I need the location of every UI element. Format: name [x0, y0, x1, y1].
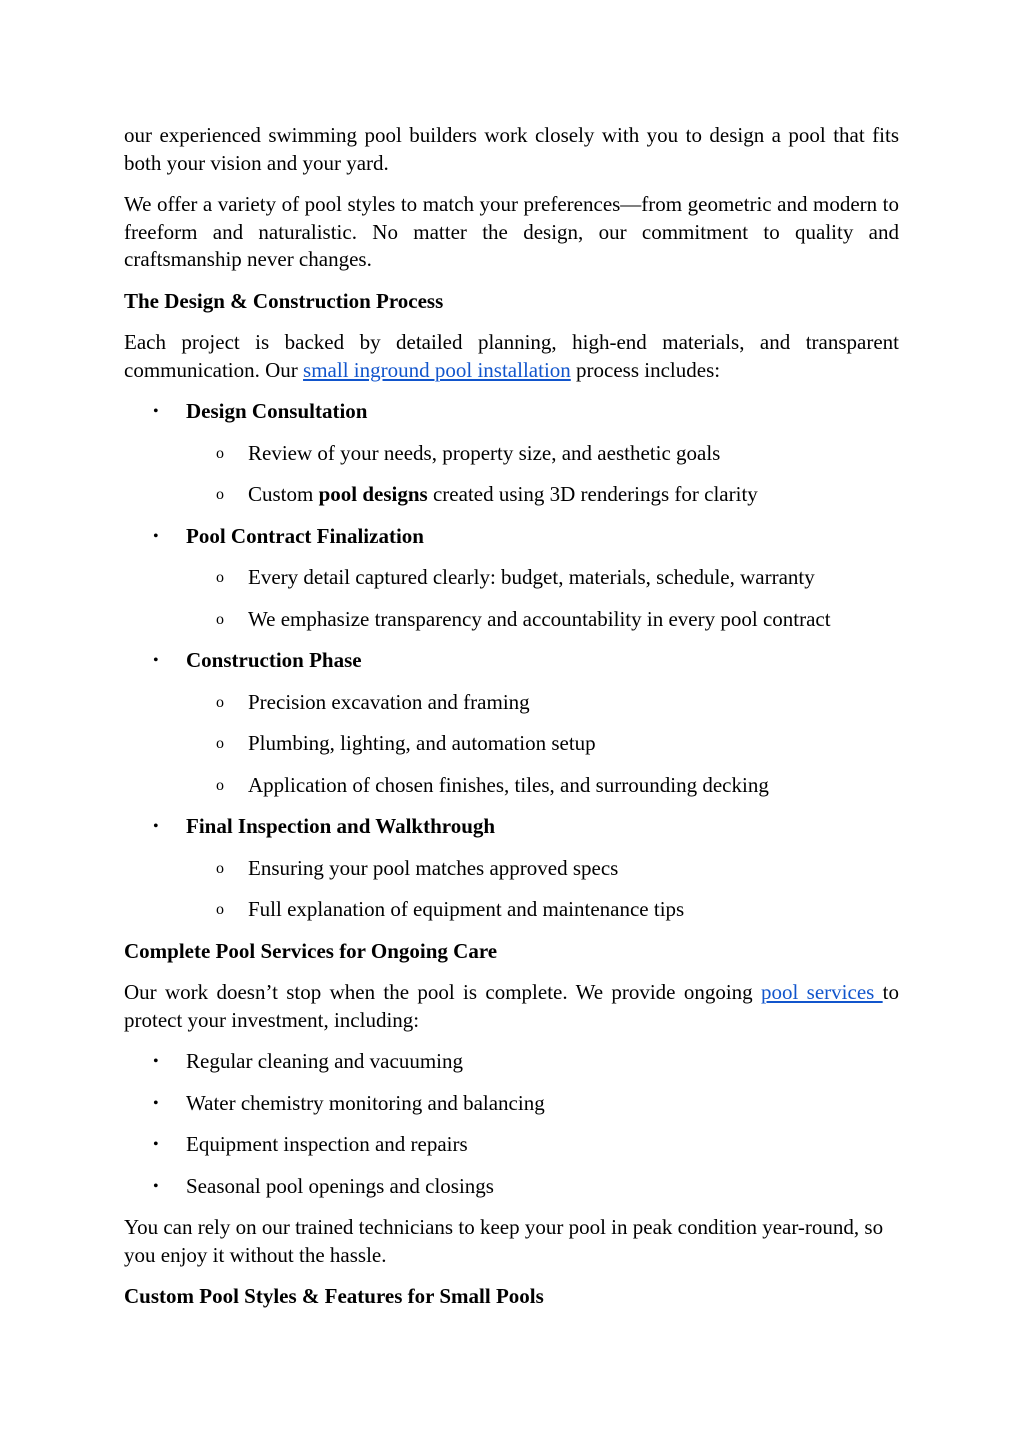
- services-heading: Complete Pool Services for Ongoing Care: [124, 938, 498, 963]
- list-item: [186, 772, 899, 800]
- list-item: [186, 689, 899, 717]
- services-closing-paragraph: You can rely on our trained technicians to keep your pool in peak condition year-round, so you enjoy it without the hassle.: [124, 1215, 884, 1267]
- list-item: [124, 1131, 899, 1159]
- list-item: [186, 564, 899, 592]
- process-paragraph-text: Each project is backed by detailed planning, high-end materials, and transparent communication. Our: [124, 330, 899, 382]
- circle-bullet-icon: o: [216, 569, 224, 586]
- services-paragraph: [124, 979, 899, 1034]
- bullet-icon: •: [153, 1177, 159, 1195]
- list-item: [186, 481, 899, 509]
- subitem-text-tail: created using 3D renderings for clarity: [427, 482, 758, 506]
- process-paragraph-tail: process includes:: [570, 357, 721, 382]
- intro-paragraph-1: our experienced swimming pool builders work closely with you to design a pool that fits both your vision and your yard.: [124, 123, 899, 175]
- pool-services-link[interactable]: pool services: [761, 980, 883, 1004]
- bullet-icon: •: [153, 1094, 159, 1112]
- service-item-text: Seasonal pool openings and closings: [186, 1173, 494, 1198]
- subitem-text: We emphasize transparency and accountability in every pool contract: [248, 606, 831, 631]
- step-subitems: [186, 855, 899, 924]
- step-title: Design Consultation: [186, 399, 368, 423]
- process-heading: The Design & Construction Process: [124, 288, 444, 313]
- list-item: [186, 896, 899, 924]
- subitem-text: Ensuring your pool matches approved specs: [248, 855, 619, 880]
- bullet-icon: •: [153, 1053, 159, 1070]
- subitem-text: Application of chosen finishes, tiles, and surrounding decking: [248, 772, 769, 797]
- list-item: [124, 523, 899, 634]
- circle-bullet-icon: o: [216, 859, 224, 877]
- subitem-bold-text: pool designs: [318, 482, 428, 506]
- list-item: [186, 730, 899, 758]
- styles-heading: Custom Pool Styles & Features for Small Pools: [124, 1284, 544, 1308]
- document-page: [124, 122, 899, 1325]
- intro-paragraph-2: We offer a variety of pool styles to match your preferences—from geometric and modern to freeform and naturalistic. No matter the design, our commitment to quality and craftsmanship never changes.: [124, 192, 899, 271]
- bullet-icon: •: [153, 652, 159, 669]
- bullet-icon: •: [153, 818, 159, 835]
- subitem-text: Custom: [248, 482, 319, 506]
- services-paragraph-text: Our work doesn’t stop when the pool is complete. We provide ongoing: [124, 980, 762, 1004]
- list-item: [124, 398, 899, 509]
- small-inground-pool-installation-link[interactable]: small inground pool installation: [303, 357, 571, 382]
- bullet-icon: •: [153, 1136, 159, 1153]
- service-item-text: Regular cleaning and vacuuming: [186, 1049, 463, 1073]
- list-item: [124, 647, 899, 799]
- subitem-text: Review of your needs, property size, and aesthetic goals: [248, 440, 721, 465]
- step-title: Construction Phase: [186, 648, 362, 672]
- service-item-text: Water chemistry monitoring and balancing: [186, 1090, 545, 1115]
- list-item: [124, 1048, 899, 1076]
- list-item: [124, 1173, 899, 1201]
- subitem-text: Full explanation of equipment and maintenance tips: [248, 897, 685, 921]
- step-subitems: [186, 440, 899, 509]
- circle-bullet-icon: o: [216, 901, 224, 918]
- circle-bullet-icon: o: [216, 486, 224, 503]
- circle-bullet-icon: o: [216, 610, 224, 628]
- services-paragraph-tail: to protect your investment, including:: [124, 980, 899, 1032]
- bullet-icon: •: [153, 403, 159, 420]
- bullet-icon: •: [153, 527, 159, 545]
- circle-bullet-icon: o: [216, 735, 224, 752]
- step-title: Pool Contract Finalization: [186, 523, 424, 548]
- circle-bullet-icon: o: [216, 444, 224, 462]
- list-item: [186, 606, 899, 634]
- subitem-text: Precision excavation and framing: [248, 689, 530, 714]
- subitem-text: Every detail captured clearly: budget, materials, schedule, warranty: [248, 565, 815, 589]
- process-paragraph: [124, 329, 899, 384]
- list-item: [186, 440, 899, 468]
- list-item: [124, 813, 899, 924]
- circle-bullet-icon: o: [216, 693, 224, 711]
- list-item: [186, 855, 899, 883]
- service-item-text: Equipment inspection and repairs: [186, 1132, 468, 1156]
- list-item: [124, 1090, 899, 1118]
- step-title: Final Inspection and Walkthrough: [186, 814, 496, 838]
- step-subitems: [186, 689, 899, 800]
- services-list: [124, 1048, 899, 1200]
- process-steps-list: [124, 398, 899, 924]
- step-subitems: [186, 564, 899, 633]
- subitem-text: Plumbing, lighting, and automation setup: [248, 731, 596, 755]
- circle-bullet-icon: o: [216, 776, 224, 794]
